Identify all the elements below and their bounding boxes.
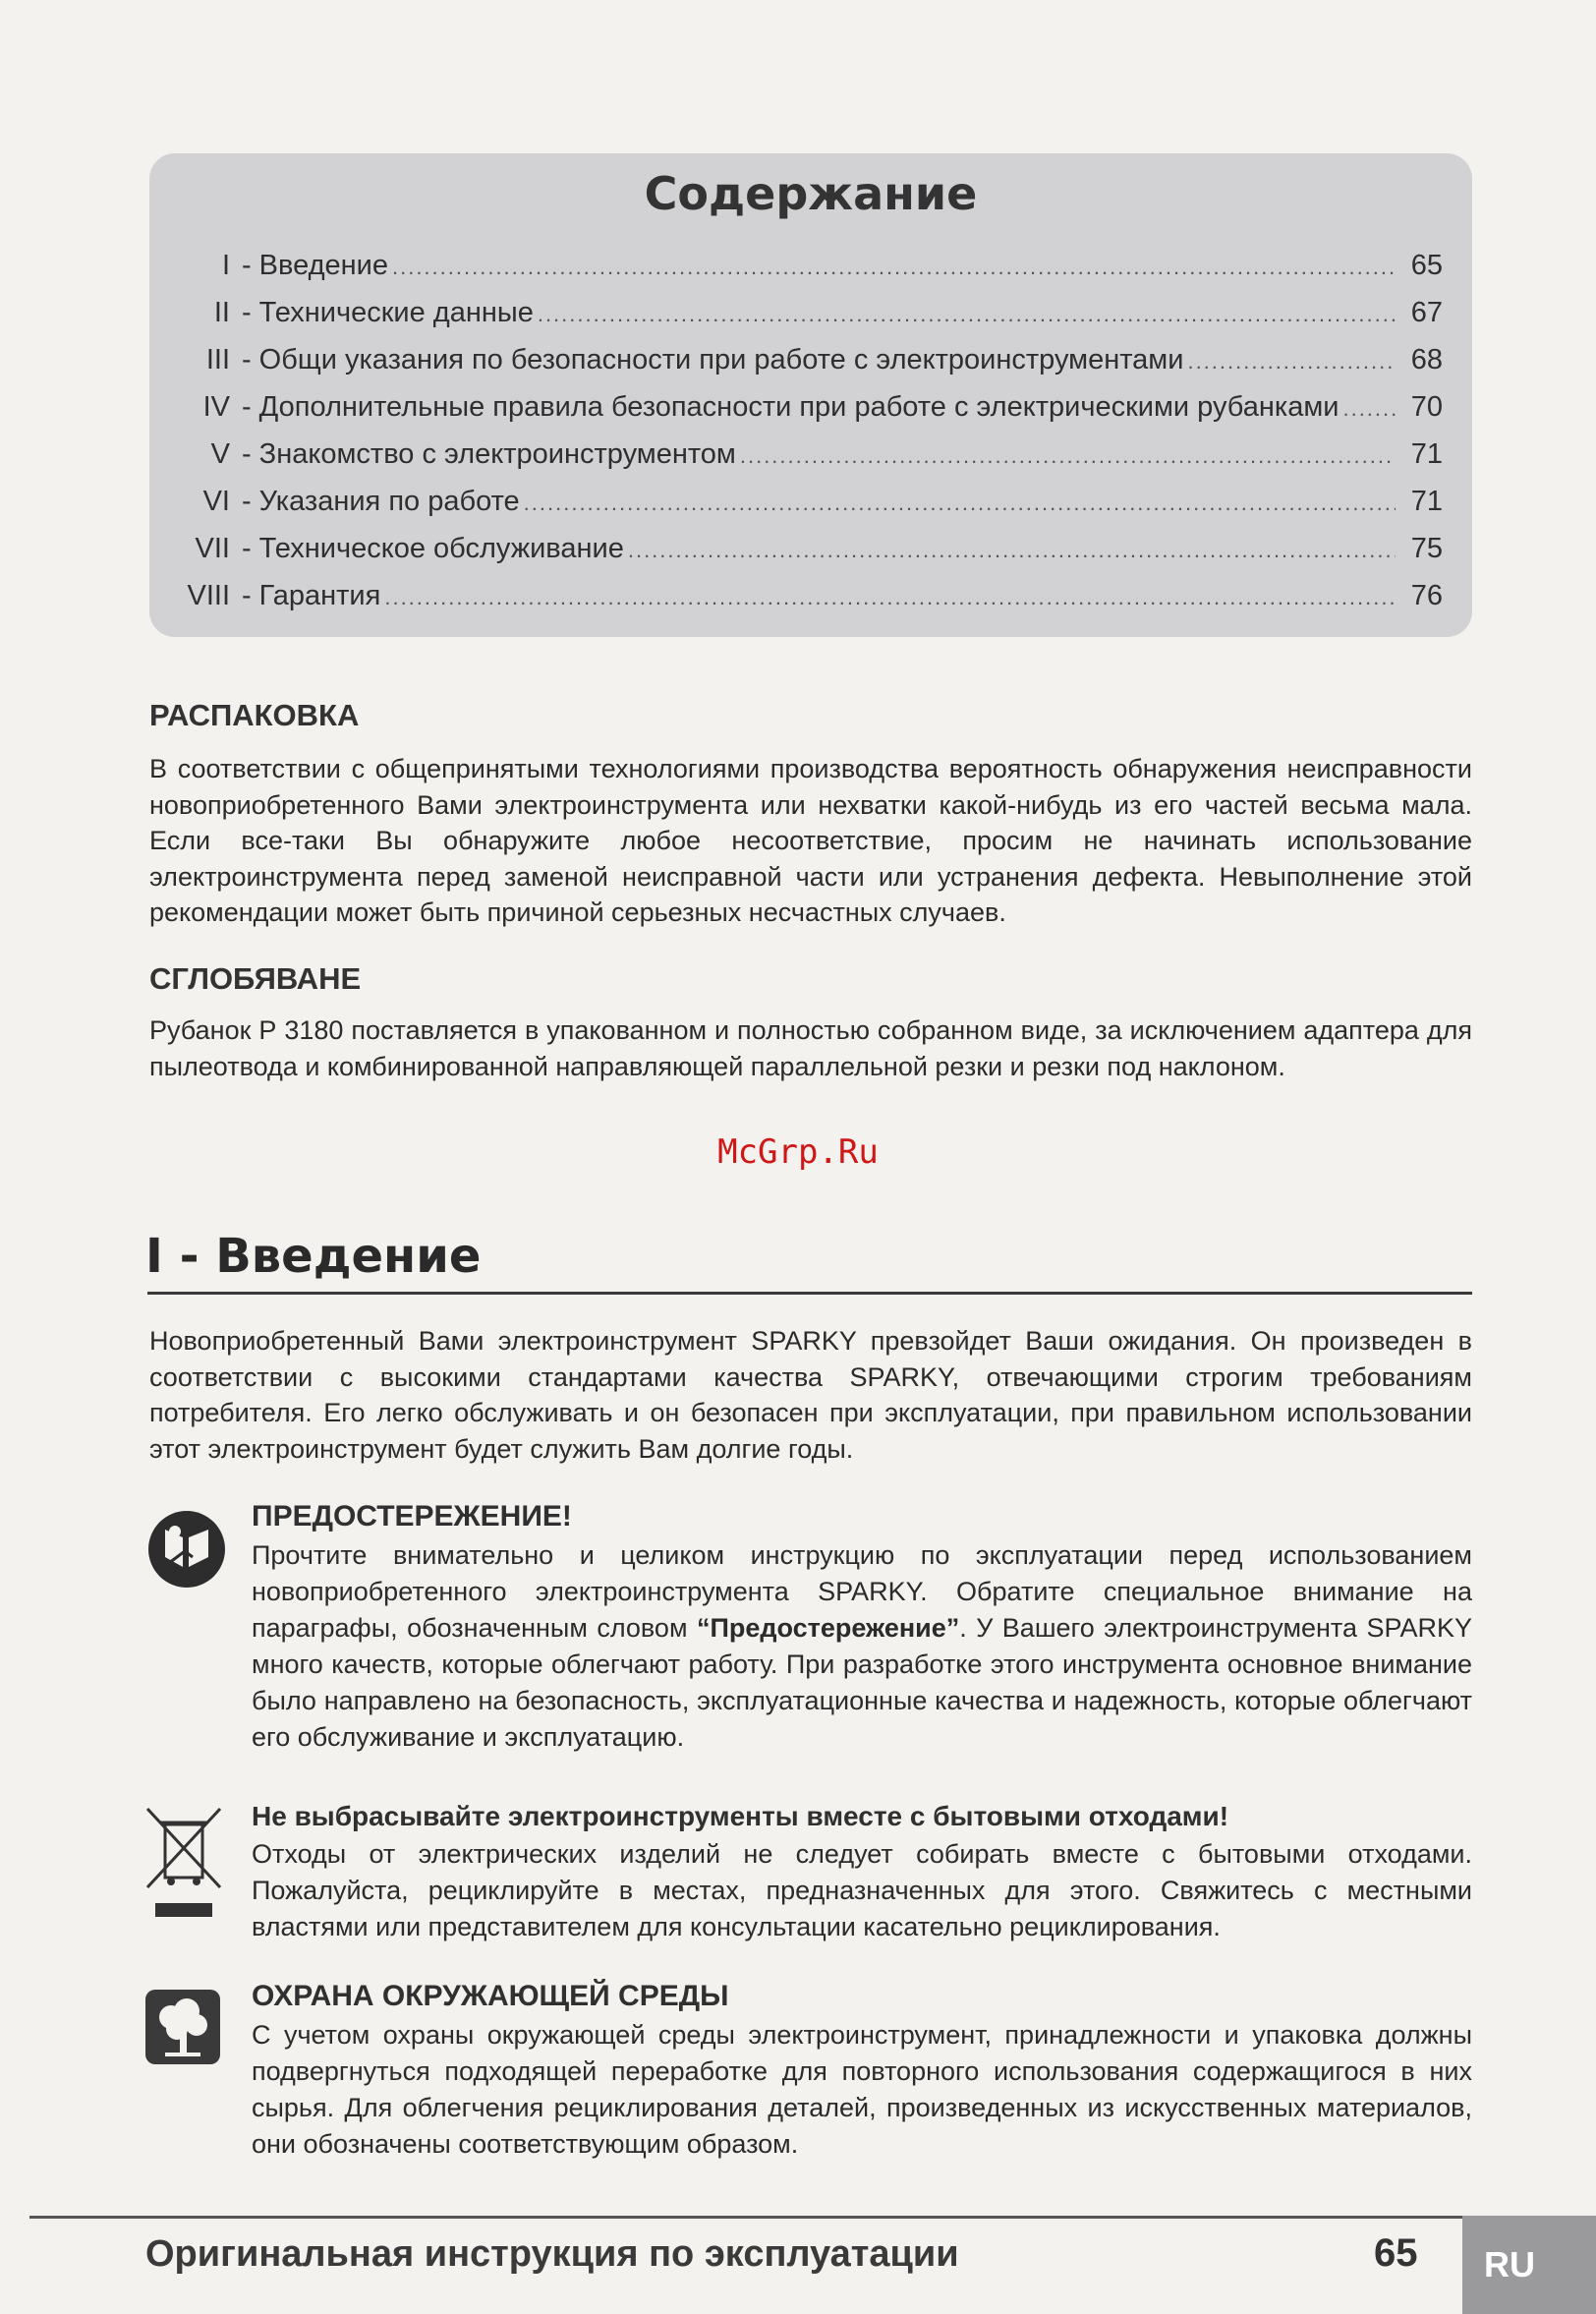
footer-rule: [29, 2216, 1462, 2219]
environment-note: [252, 1980, 1472, 2163]
unpacking-heading: РАСПАКОВКА: [149, 698, 360, 732]
disposal-heading: Не выбрасывайте электроинструменты вместе с бытовыми отходами!: [252, 1801, 1229, 1831]
toc-item-page: 68: [1410, 344, 1443, 376]
warning-text-part: . У Вашего электроинструмента SPARKY много качеств, которые облегчают работу. При разработке этого инструмента основное внимание было направлено на безопасность, эксплуатационные качества и надежность, которые облегчают его обслуживание и эксплуатацию.: [252, 1613, 1472, 1752]
toc-item[interactable]: II - Технические данные ..... 67: [149, 297, 1472, 344]
heading-rule: [147, 1292, 1472, 1295]
crossed-bin-icon: [142, 1805, 226, 1932]
toc-leader-dots: [628, 538, 1396, 563]
environment-text: С учетом охраны окружающей среды электроинструмент, принадлежности и упаковка должны подвергнуться подходящей переработке для повторного использования содержащигося в них сырья. Для облегчения рециклирования деталей, произведенных из искусственных материалов, они обозначены соответствующим образом.: [252, 2020, 1472, 2159]
toc-leader-dots: [1187, 349, 1396, 375]
warning-note: [252, 1500, 1472, 1756]
unpacking-text: В соответствии с общепринятыми технологиями производства вероятность обнаружения неисправности новоприобретенного Вами электроинструмента или нехватки какой-нибудь из его частей весьма мала. Если все-таки Вы обнаружите любое несоответствие, просим не начинать использование электроинструмента перед заменой неисправной части или устранения дефекта. Невыполнение этой рекомендации может быть причиной серьезных несчастных случаев.: [149, 754, 1472, 927]
footer-title: Оригинальная инструкция по эксплуатации: [145, 2233, 959, 2275]
toc-item-label: Знакомство с электроинструментом: [258, 438, 736, 470]
toc-item[interactable]: IV - Дополнительные правила безопасности при работе с электрическими рубанками ..... 70: [149, 391, 1472, 438]
disposal-note: [252, 1801, 1472, 1945]
toc-item-page: 71: [1410, 438, 1443, 470]
language-badge: RU: [1462, 2216, 1596, 2314]
toc-item-page: 65: [1410, 250, 1443, 281]
intro-text: Новоприобретенный Вами электроинструмент SPARKY превзойдет Ваши ожидания. Он произведен в соответствии с высокими стандартами качества SPARKY, отвечающими строгим требованиям потребителя. Его легко обслуживать и он безопасен при эксплуатации, при правильном использовании этот электроинструмент будет служить Вам долгие годы.: [149, 1326, 1472, 1464]
toc-leader-dots: [392, 255, 1396, 280]
toc-item-number: VII: [195, 533, 230, 564]
toc-item-label: Техническое обслуживание: [258, 533, 624, 564]
assembly-text: Рубанок Р 3180 поставляется в упакованном и полностью собранном виде, за исключением адаптера для пылеотвода и комбинированной направляющей параллельной резки и резки под наклоном.: [149, 1015, 1472, 1081]
toc-item-number: III: [205, 344, 230, 376]
page-number: 65: [1374, 2231, 1418, 2275]
toc-list: [149, 250, 1472, 627]
toc-item[interactable]: I - Введение ..... 65: [149, 250, 1472, 297]
toc-item-number: IV: [202, 391, 230, 423]
table-of-contents: [149, 153, 1472, 637]
toc-leader-dots: [384, 585, 1396, 610]
assembly-heading: СГЛОБЯВАНЕ: [149, 961, 362, 996]
toc-leader-dots: [1342, 396, 1396, 422]
toc-item-number: II: [213, 297, 230, 328]
toc-item-number: VIII: [187, 580, 230, 611]
toc-leader-dots: [524, 491, 1396, 516]
toc-item-label: Технические данные: [258, 297, 534, 328]
toc-item[interactable]: III - Общи указания по безопасности при работе с электроинструментами ..... 68: [149, 344, 1472, 391]
toc-item-page: 67: [1410, 297, 1443, 328]
warning-heading: ПРЕДОСТЕРЕЖЕНИЕ!: [252, 1500, 572, 1533]
toc-leader-dots: [538, 302, 1396, 327]
toc-item-page: 71: [1410, 486, 1443, 517]
toc-item[interactable]: VIII - Гарантия ..... 76: [149, 580, 1472, 627]
toc-item-number: V: [210, 438, 230, 470]
read-manual-icon: [145, 1508, 228, 1595]
disposal-text: Отходы от электрических изделий не следует собирать вместе с бытовыми отходами. Пожалуйста, рециклируйте в местах, предназначенных для этого. Свяжитесь с местными властями или представителем для консультации касательно рециклирования.: [252, 1839, 1472, 1941]
toc-item-page: 75: [1410, 533, 1443, 564]
toc-leader-dots: [740, 443, 1396, 469]
toc-item-label: Указания по работе: [258, 486, 520, 517]
toc-item-number: I: [221, 250, 230, 281]
toc-item[interactable]: VI - Указания по работе ..... 71: [149, 486, 1472, 533]
warning-emphasis: “Предостережение”: [696, 1613, 960, 1643]
warning-text-part: Прочтите внимательно и целиком инструкцию по эксплуатации перед использованием новоприобретенного электроинструмента SPARKY. Обратите специальное внимание на параграфы, обозначенным словом: [252, 1540, 1472, 1643]
toc-item[interactable]: VII - Техническое обслуживание ..... 75: [149, 533, 1472, 580]
environment-tree-icon: [145, 1990, 220, 2069]
watermark-link[interactable]: McGrp.Ru: [717, 1132, 879, 1172]
toc-item-number: VI: [202, 486, 230, 517]
toc-item-label: Введение: [258, 250, 388, 281]
toc-title: Содержание: [644, 167, 978, 220]
toc-item-label: Общи указания по безопасности при работе с электроинструментами: [258, 344, 1184, 376]
toc-item-page: 70: [1410, 391, 1443, 423]
toc-item[interactable]: V - Знакомство с электроинструментом ..... 71: [149, 438, 1472, 486]
environment-heading: ОХРАНА ОКРУЖАЮЩЕЙ СРЕДЫ: [252, 1980, 729, 2012]
intro-heading: I - Введение: [145, 1229, 482, 1284]
warning-text: [252, 1537, 1472, 1756]
toc-item-label: Гарантия: [258, 580, 381, 611]
toc-item-label: Дополнительные правила безопасности при работе с электрическими рубанками: [258, 391, 1340, 423]
toc-item-page: 76: [1410, 580, 1443, 611]
